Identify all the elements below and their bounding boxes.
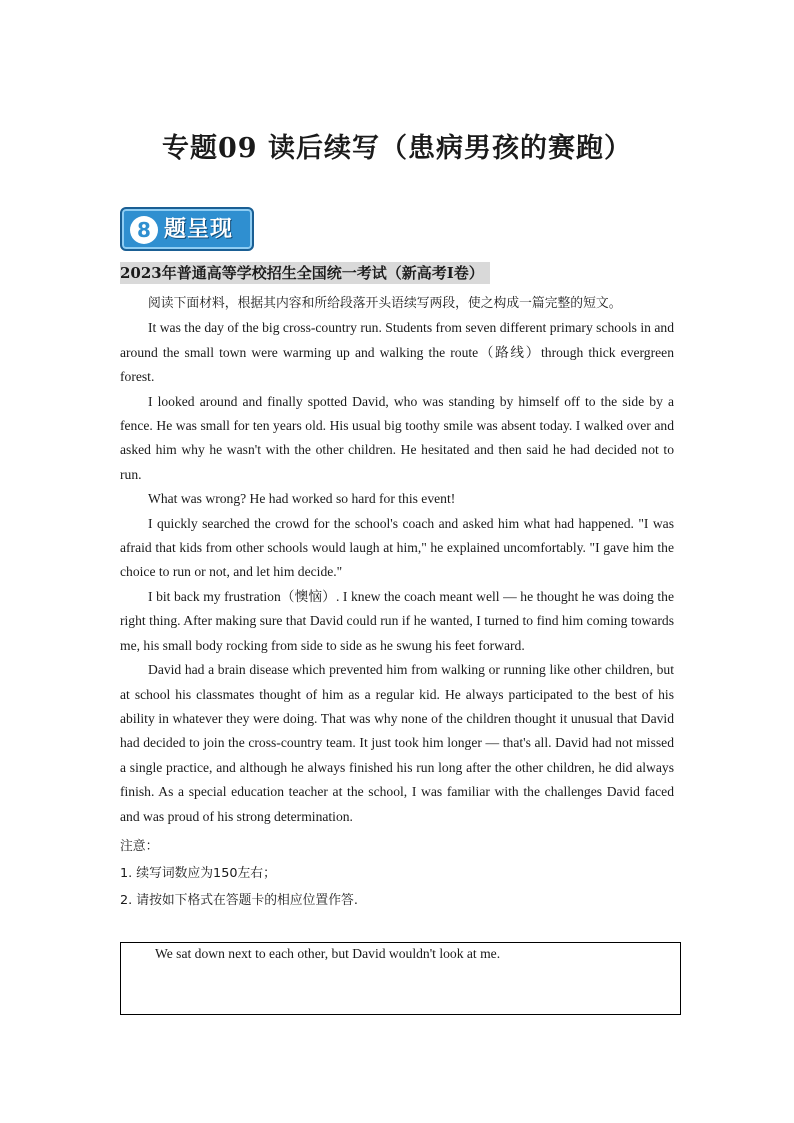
answer-start-sentence: We sat down next to each other, but David wouldn't look at me. [155, 946, 501, 961]
paragraph: David had a brain disease which prevented him from walking or running like other children, but at school his classmates thought of him as a regular kid. He always participated to the best of his ability in whatever they were doing. That was why none of the children thought it unusual that David had decided to join the cross-country team. It just took him longer — that's all. David had not missed a single practice, and although he always finished his run long after the other children, he did always finish. As a special education teacher at the school, I was familiar with the challenges David faced and was proud of his strong determination. [120, 662, 674, 824]
paragraph: It was the day of the big cross-country run. Students from seven different primary schools in and around the small town were warming up and walking the route（路线）through thick evergreen forest. [120, 320, 674, 385]
instruction-text: 阅读下面材料，根据其内容和所给段落开头语续写两段，使之构成一篇完整的短文。 [148, 296, 622, 311]
paragraph: I looked around and finally spotted David, who was standing by himself off to the side by a fence. He was small for ten years old. His usual big toothy smile was absent today. I walked over and asked him why he wasn't with the other children. He hesitated and then said he had decided not to run. [120, 393, 674, 482]
section-badge-label: 题呈现 [164, 217, 234, 242]
reading-material [120, 292, 674, 829]
notes-heading: 注意： [120, 839, 159, 854]
paragraph: What was wrong? He had worked so hard for this event! [148, 491, 456, 507]
paragraph: I bit back my frustration（懊恼）. I knew the coach meant well — he thought he was doing the right thing. After making sure that David could run if he wanted, I turned to find him coming towards me, his small body rocking from side to side as he swung his feet forward. [120, 588, 674, 653]
note-item: 2. 请按如下格式在答题卡的相应位置作答. [120, 893, 358, 908]
answer-box[interactable] [120, 942, 681, 1015]
note-item: 1. 续写词数应为150左右； [120, 866, 276, 881]
notes-section [120, 833, 674, 914]
paragraph: I quickly searched the crowd for the school's coach and asked him what had happened. "I was afraid that kids from other schools would laugh at him," he explained uncomfortably. "I gave him the choice to run or not, and let him decide." [120, 515, 674, 580]
exam-heading: 2023年普通高等学校招生全国统一考试（新高考Ⅰ卷） [120, 262, 490, 284]
section-badge [120, 207, 254, 251]
page-title: 专题09 读后续写（患病男孩的赛跑） [162, 133, 632, 164]
number-eight-icon: 8 [130, 216, 158, 244]
